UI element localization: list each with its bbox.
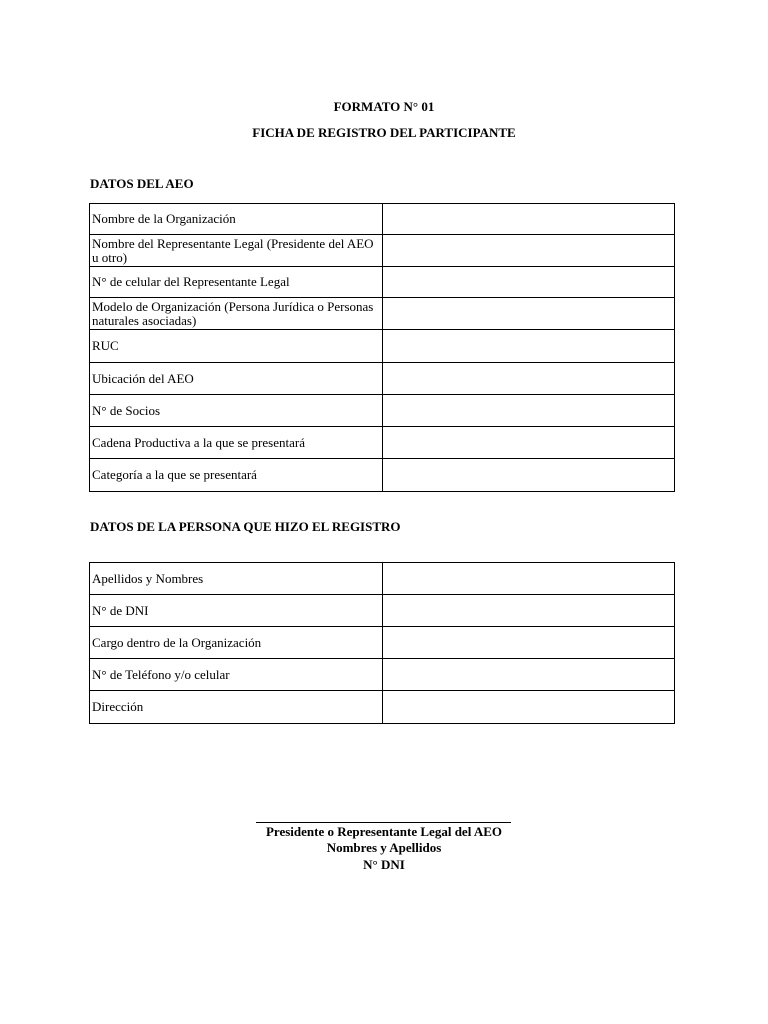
row-label: N° de celular del Representante Legal [90, 267, 383, 298]
signature-dni-label: N° DNI [363, 857, 405, 872]
table-row [90, 267, 675, 298]
signature-line [256, 822, 511, 823]
section-title-registrant: DATOS DE LA PERSONA QUE HIZO EL REGISTRO [90, 519, 401, 534]
row-value-field[interactable] [383, 595, 675, 627]
row-value-field[interactable] [383, 563, 675, 595]
table-row [90, 595, 675, 627]
table-row [90, 459, 675, 492]
signature-role: Presidente o Representante Legal del AEO [265, 824, 503, 839]
section-title-aeo: DATOS DEL AEO [90, 176, 194, 191]
row-label: N° de Teléfono y/o celular [90, 659, 383, 691]
table-row [90, 427, 675, 459]
format-number: FORMATO N° 01 [333, 99, 435, 114]
row-value-field[interactable] [383, 691, 675, 724]
table-row [90, 395, 675, 427]
row-value-field[interactable] [383, 267, 675, 298]
row-value-field[interactable] [383, 427, 675, 459]
row-label: Dirección [90, 691, 383, 724]
row-label: Categoría a la que se presentará [90, 459, 383, 492]
row-value-field[interactable] [383, 204, 675, 235]
table-row [90, 204, 675, 235]
table-row [90, 363, 675, 395]
table-row [90, 627, 675, 659]
row-label: Apellidos y Nombres [90, 563, 383, 595]
row-label: Cargo dentro de la Organización [90, 627, 383, 659]
table-row [90, 691, 675, 724]
row-value-field[interactable] [383, 298, 675, 330]
row-value-field[interactable] [383, 330, 675, 363]
table-row [90, 330, 675, 363]
row-value-field[interactable] [383, 395, 675, 427]
aeo-data-table [89, 203, 675, 492]
row-label: Cadena Productiva a la que se presentará [90, 427, 383, 459]
row-label: RUC [90, 330, 383, 363]
form-title: FICHA DE REGISTRO DEL PARTICIPANTE [252, 125, 516, 140]
row-value-field[interactable] [383, 659, 675, 691]
row-label: Ubicación del AEO [90, 363, 383, 395]
table-row [90, 235, 675, 267]
registrant-data-table [89, 562, 675, 724]
row-value-field[interactable] [383, 459, 675, 492]
signature-name-label: Nombres y Apellidos [326, 840, 442, 855]
table-row [90, 659, 675, 691]
row-label: N° de Socios [90, 395, 383, 427]
row-value-field[interactable] [383, 235, 675, 267]
row-value-field[interactable] [383, 627, 675, 659]
row-label: Nombre del Representante Legal (Presidente del AEO u otro) [90, 235, 383, 267]
row-value-field[interactable] [383, 363, 675, 395]
table-row [90, 298, 675, 330]
table-row [90, 563, 675, 595]
row-label: N° de DNI [90, 595, 383, 627]
row-label: Modelo de Organización (Persona Jurídica o Personas naturales asociadas) [90, 298, 383, 330]
row-label: Nombre de la Organización [90, 204, 383, 235]
